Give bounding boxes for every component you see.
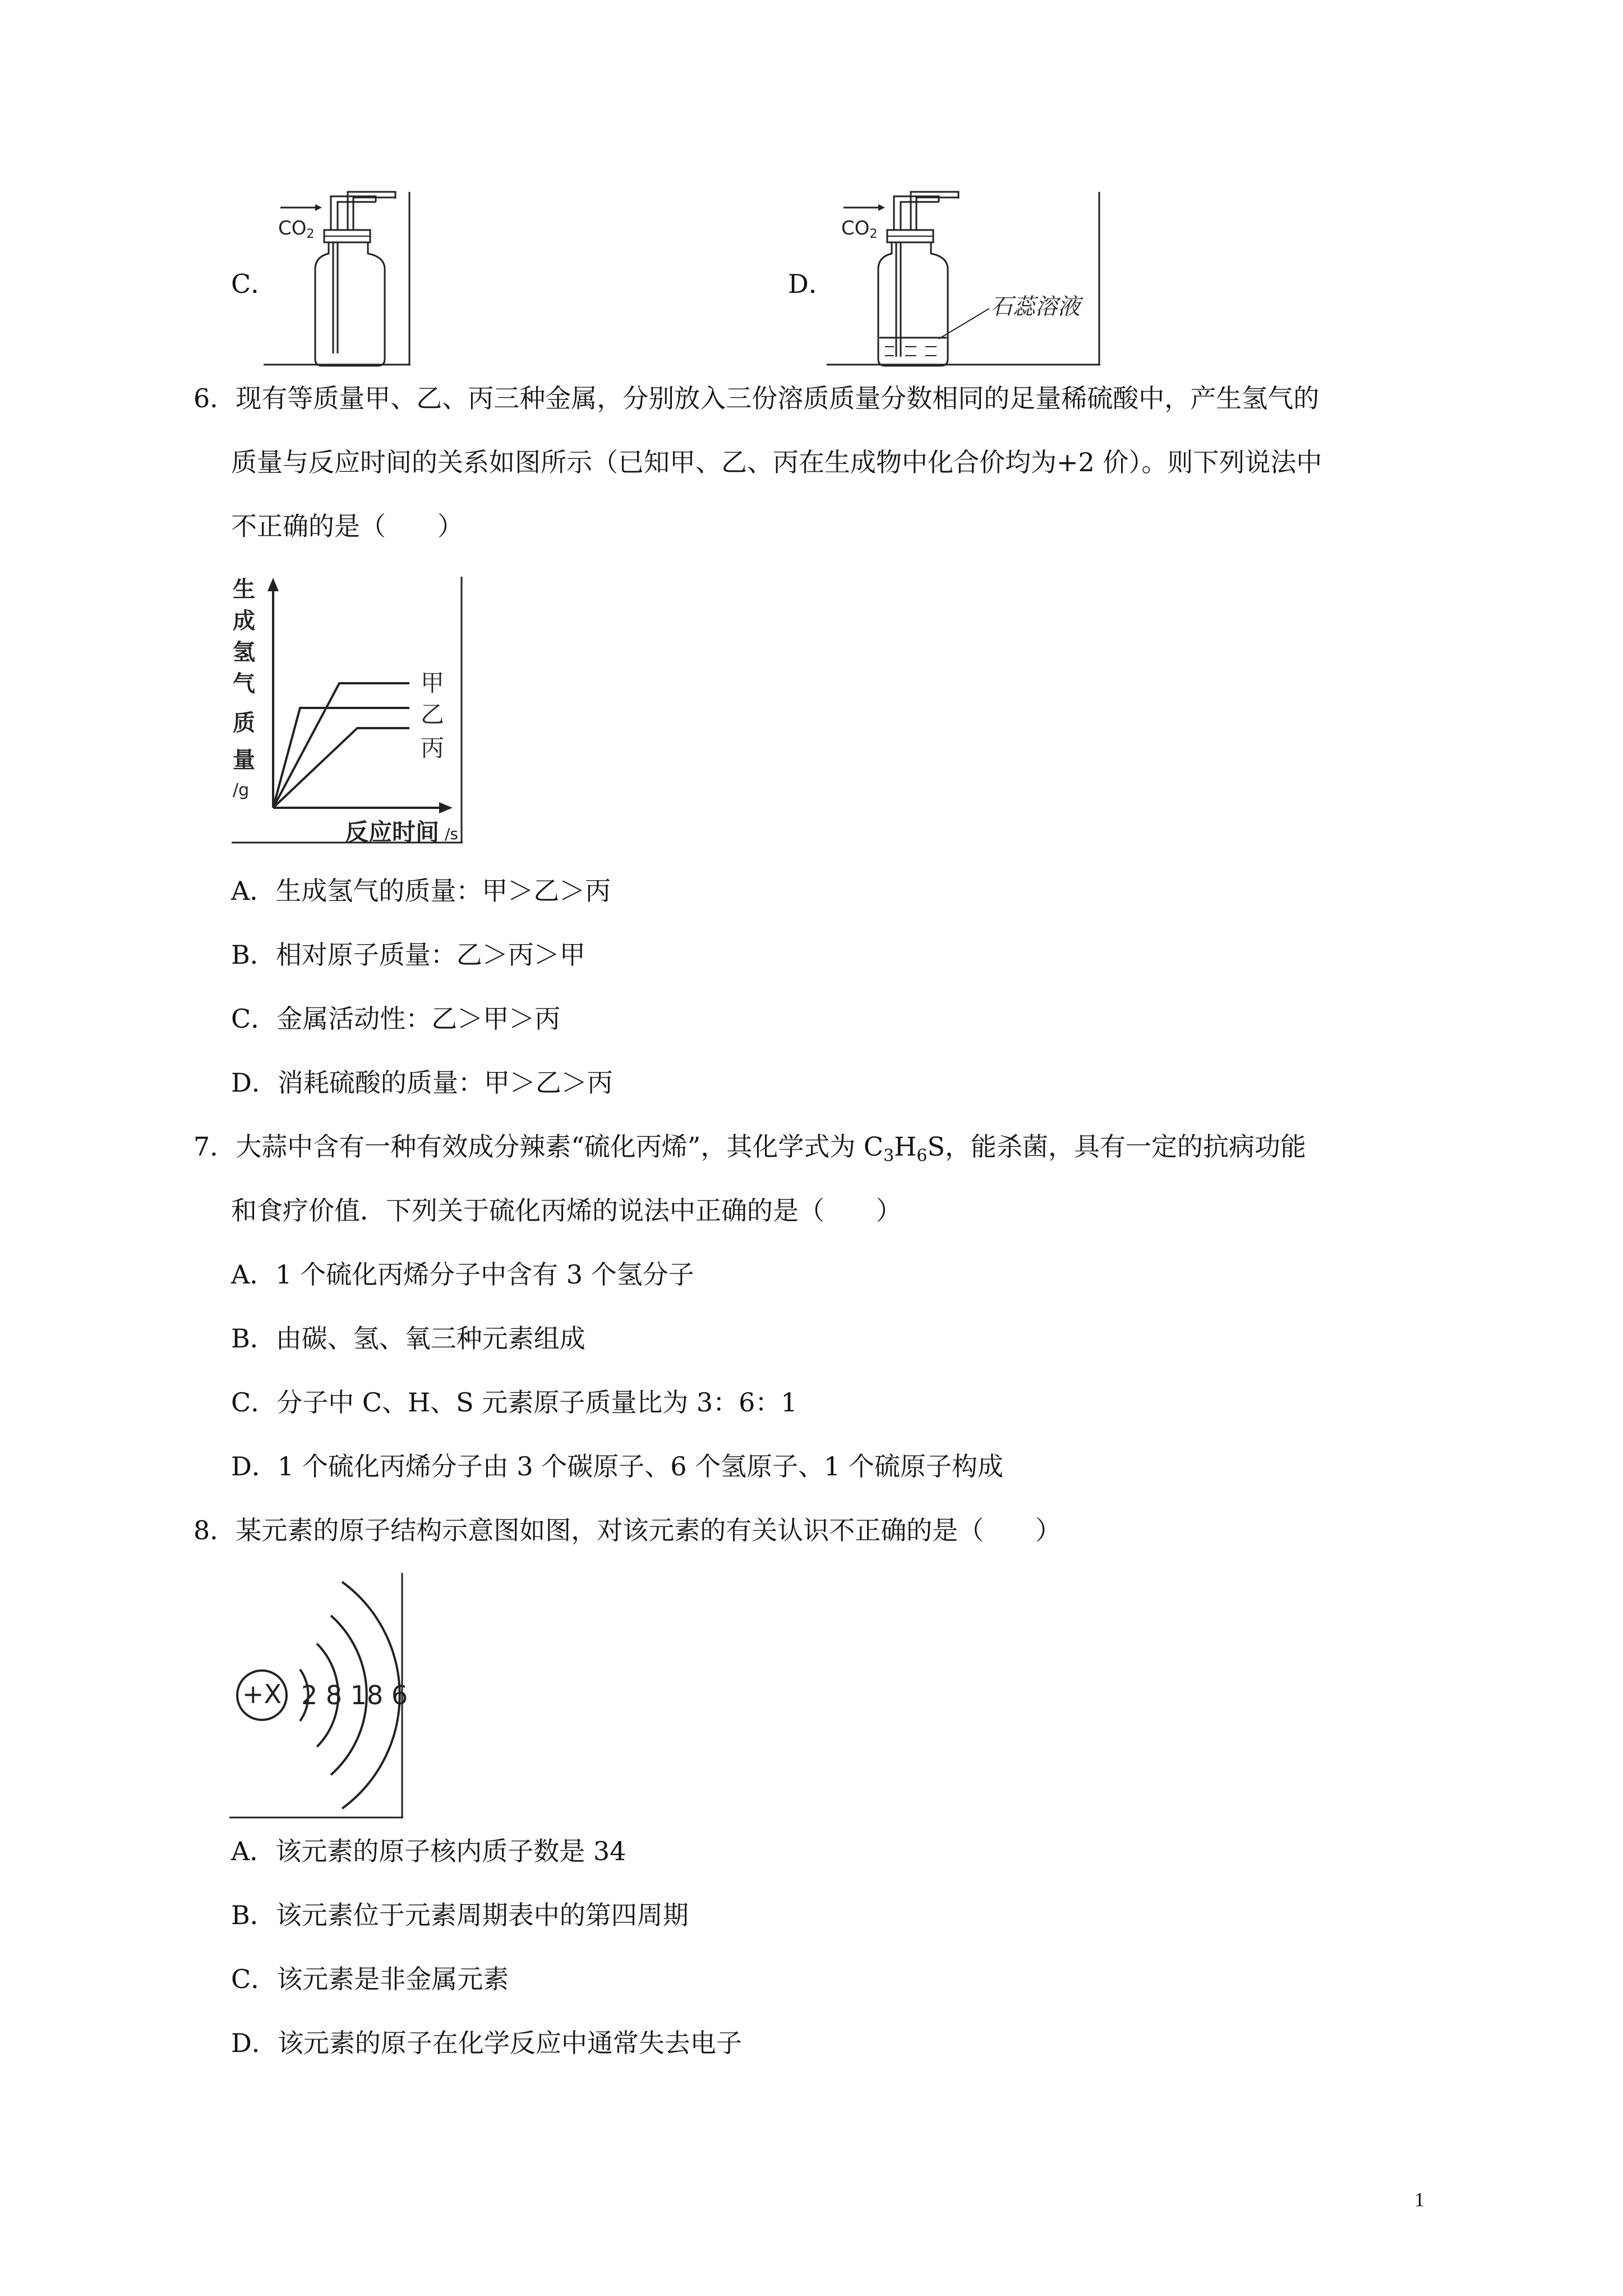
q6-option-c: C．金属活动性：乙＞甲＞丙: [231, 1004, 561, 1034]
y-axis-char-6: 量: [233, 747, 255, 773]
y-axis-char-5: 质: [233, 710, 255, 736]
y-axis-char-2: 成: [233, 608, 255, 634]
litmus-label: 石蕊溶液: [990, 294, 1080, 320]
series-bing-label: 丙: [421, 734, 445, 762]
q7-line-2: 和食疗价值．下列关于硫化丙烯的说法中正确的是（ ）: [231, 1195, 902, 1226]
q6-figure: [227, 572, 468, 847]
q6-line-1: [193, 381, 1319, 415]
y-axis-char-1: 生: [233, 577, 255, 602]
q8-option-a: A．该元素的原子核内质子数是 34: [231, 1836, 626, 1866]
option-d-label: D．: [788, 269, 834, 299]
q6-line-3: 不正确的是（ ）: [231, 511, 463, 541]
page-number: 1: [1414, 2188, 1424, 2211]
q7-line-1: [193, 1130, 1306, 1173]
x-axis-unit: /s: [445, 825, 459, 843]
q8-option-c: C．该元素是非金属元素: [231, 1964, 509, 1994]
y-axis-unit: /g: [233, 780, 250, 800]
q6-line-2: 质量与反应时间的关系如图所示（已知甲、乙、丙在生成物中化合价均为+2 价）。则下列说法中: [231, 447, 1322, 477]
series-yi-line: [273, 708, 409, 808]
y-axis-char-4: 气: [233, 671, 255, 697]
option-c-figure: [264, 191, 426, 370]
q8-text-1: 某元素的原子结构示意图如图，对该元素的有关认识不正确的是（ ）: [236, 1515, 1062, 1545]
q8-option-b: B．该元素位于元素周期表中的第四周期: [231, 1900, 689, 1930]
q8-number: 8．: [193, 1515, 236, 1545]
series-jia-label: 甲: [421, 669, 445, 697]
q7-text-1a: 大蒜中含有一种有效成分辣素“硫化丙烯”，其化学式为 C: [236, 1131, 884, 1162]
option-d-figure: [827, 191, 1113, 370]
co2-label-c: CO2: [278, 217, 315, 241]
q7-option-a: A．1 个硫化丙烯分子中含有 3 个氢分子: [231, 1259, 694, 1290]
q7-option-d: D．1 个硫化丙烯分子由 3 个碳原子、6 个氢原子、1 个硫原子构成: [231, 1451, 1004, 1481]
q7-number: 7．: [193, 1131, 236, 1162]
q7-formula-sub-1: 3: [883, 1146, 895, 1166]
q7-text-1b: S，能杀菌，具有一定的抗病功能: [927, 1131, 1306, 1162]
q7-formula-h: H: [894, 1131, 917, 1162]
q7-option-b: B．由碳、氢、氧三种元素组成: [231, 1323, 585, 1354]
y-axis-char-3: 氢: [233, 639, 255, 665]
nucleus-label: +X: [242, 1679, 282, 1709]
x-axis-label: 反应时间: [345, 818, 440, 846]
q8-option-d: D．该元素的原子在化学反应中通常失去电子: [231, 2028, 742, 2058]
q7-formula-sub-2: 6: [916, 1146, 928, 1166]
q6-option-d: D．消耗硫酸的质量：甲＞乙＞丙: [231, 1068, 613, 1098]
q6-option-b: B．相对原子质量：乙＞丙＞甲: [231, 940, 585, 970]
shell-numbers: 2 8 18 6: [301, 1680, 408, 1710]
co2-label-d: CO2: [841, 217, 878, 241]
option-c-label: C．: [231, 269, 277, 299]
q8-atom-diagram: [227, 1571, 412, 1823]
q8-line-1: [193, 1513, 1061, 1547]
q7-option-c: C．分子中 C、H、S 元素原子质量比为 3：6：1: [231, 1387, 797, 1418]
series-yi-label: 乙: [421, 701, 445, 728]
q6-text-1: 现有等质量甲、乙、丙三种金属，分别放入三份溶质质量分数相同的足量稀硫酸中，产生氢气的: [236, 383, 1320, 413]
q6-number: 6．: [193, 383, 236, 413]
q6-option-a: A．生成氢气的质量：甲＞乙＞丙: [231, 876, 611, 906]
